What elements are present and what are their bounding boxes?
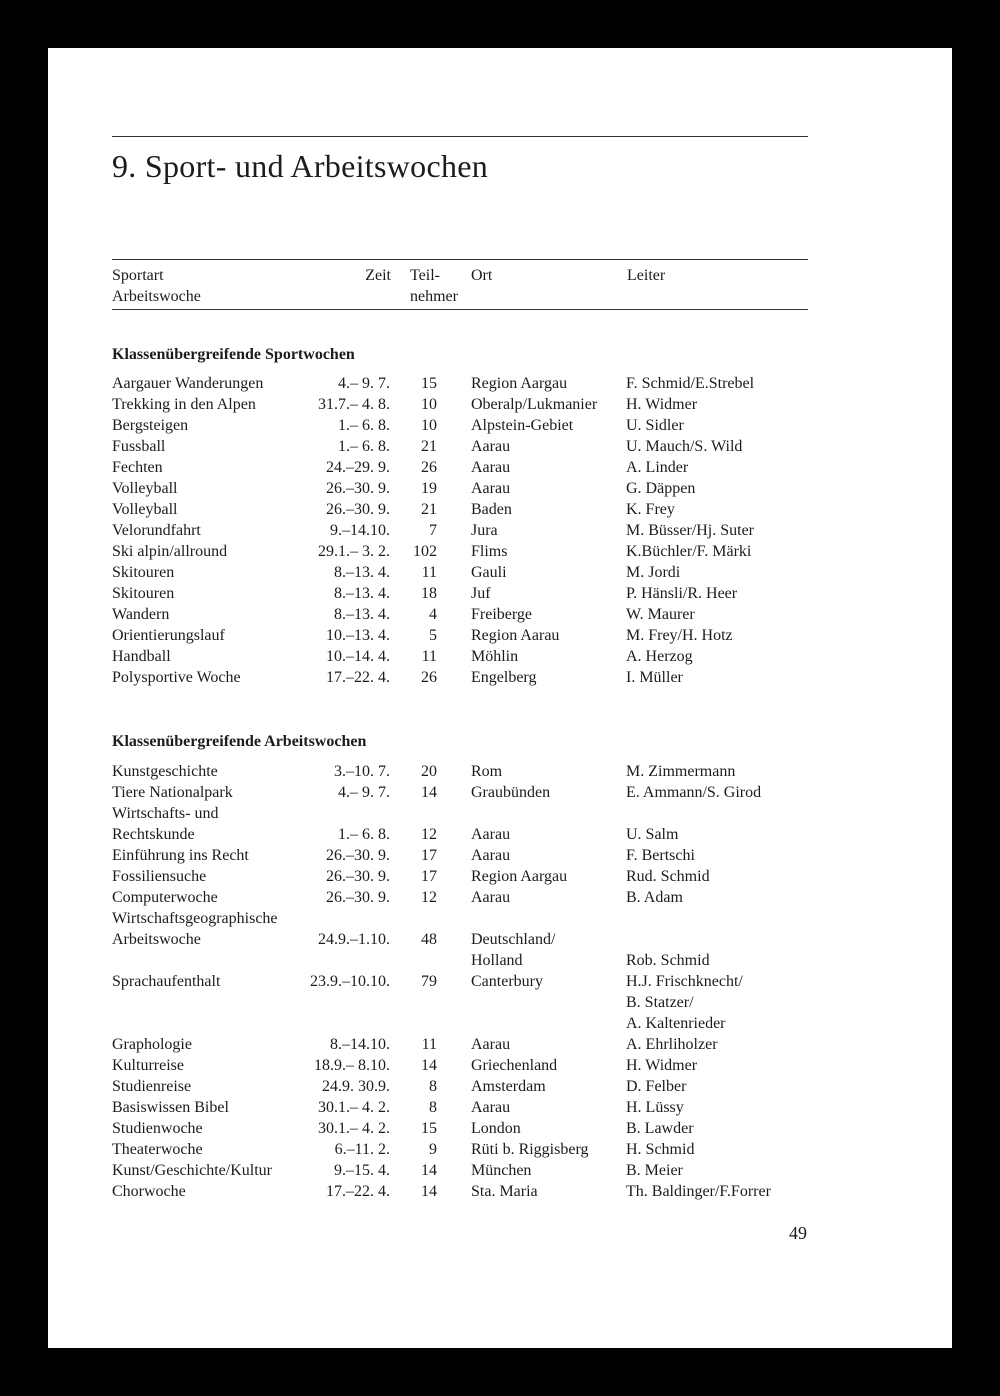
table-row [112,436,812,457]
location: Amsterdam [471,1078,546,1095]
participant-count: 21 [421,501,437,518]
location: Canterbury [471,973,543,990]
leader-name: A. Herzog [626,648,693,665]
time-range: 4.– 9. 7. [338,784,390,801]
leader-name: E. Ammann/S. Girod [626,784,762,801]
activity-name: Basiswissen Bibel [112,1099,229,1116]
table-row [112,562,812,583]
location: Aarau [471,480,511,497]
participant-count: 102 [413,543,437,560]
activity-name: Aargauer Wanderungen [112,375,264,392]
location: Aarau [471,847,511,864]
time-range: 23.9.–10.10. [310,973,390,990]
time-range: 3.–10. 7. [334,763,390,780]
location: Flims [471,543,508,560]
location: Rüti b. Riggisberg [471,1141,589,1158]
time-range: 10.–14. 4. [326,648,390,665]
time-range: 8.–13. 4. [334,606,390,623]
participant-count: 10 [421,417,437,434]
table-row [112,1034,812,1055]
participant-count: 17 [421,847,437,864]
location: Griechenland [471,1057,558,1074]
location: Deutschland/ [471,931,556,948]
activity-name: Bergsteigen [112,417,189,434]
location: Jura [471,522,498,539]
participant-count: 12 [421,826,437,843]
participant-count: 8 [429,1099,437,1116]
participant-count: 7 [429,522,437,539]
activity-name: Ski alpin/allround [112,543,228,560]
leader-name: B. Adam [626,889,683,906]
table-row [112,520,812,541]
location: Aarau [471,1099,511,1116]
table-row [112,1139,812,1160]
leader-name: B. Statzer/ [626,994,694,1011]
location: Region Aarau [471,627,560,644]
participant-count: 26 [421,669,437,686]
leader-name: H. Lüssy [626,1099,684,1116]
leader-name: A. Kaltenrieder [626,1015,726,1032]
activity-name: Kunst/Geschichte/Kultur [112,1162,272,1179]
table-row [112,1076,812,1097]
leader-name: P. Hänsli/R. Heer [626,585,738,602]
table-row [112,394,812,415]
table-row [112,1160,812,1181]
activity-name: Graphologie [112,1036,192,1053]
participant-count: 17 [421,868,437,885]
activity-name: Studienwoche [112,1120,203,1137]
header-top-rule [112,259,808,260]
participant-count: 15 [421,1120,437,1137]
location: London [471,1120,521,1137]
leader-name: Rud. Schmid [626,868,710,885]
leader-name: W. Maurer [626,606,695,623]
location: Rom [471,763,503,780]
time-range: 31.7.– 4. 8. [318,396,390,413]
leader-name: U. Mauch/S. Wild [626,438,743,455]
table-row [112,1118,812,1139]
leader-name: B. Lawder [626,1120,694,1137]
header-teil: Teil- [410,267,440,284]
time-range: 1.– 6. 8. [338,438,390,455]
leader-name: H. Widmer [626,1057,698,1074]
location: Juf [471,585,491,602]
activity-name: Velorundfahrt [112,522,201,539]
sport-section-title: Klassenübergreifende Sportwochen [112,346,355,363]
participant-count: 11 [421,1036,437,1053]
table-row [112,373,812,394]
time-range: 24.9. 30.9. [322,1078,390,1095]
work-section-title: Klassenübergreifende Arbeitswochen [112,733,367,750]
time-range: 30.1.– 4. 2. [318,1120,390,1137]
table-row [112,667,812,688]
leader-name: K. Frey [626,501,675,518]
location: Sta. Maria [471,1183,538,1200]
header-sportart: Sportart [112,267,164,284]
location: Region Aargau [471,868,568,885]
activity-name: Wirtschafts- und [112,805,219,822]
table-row [112,845,812,866]
leader-name: H. Schmid [626,1141,695,1158]
participant-count: 21 [421,438,437,455]
activity-name: Kulturreise [112,1057,184,1074]
table-row [112,1097,812,1118]
activity-name: Polysportive Woche [112,669,241,686]
title-top-rule [112,136,808,137]
header-zeit: Zeit [365,267,391,284]
location: Aarau [471,889,511,906]
table-row [112,929,812,950]
table-row [112,908,812,929]
activity-name: Theaterwoche [112,1141,203,1158]
participant-count: 14 [421,1057,437,1074]
participant-count: 11 [421,648,437,665]
location: Aarau [471,438,511,455]
leader-name: F. Schmid/E.Strebel [626,375,755,392]
time-range: 26.–30. 9. [326,501,390,518]
leader-name: B. Meier [626,1162,683,1179]
location: Aarau [471,1036,511,1053]
page-number: 49 [789,1223,807,1243]
leader-name: H.J. Frischknecht/ [626,973,743,990]
location: Freiberge [471,606,533,623]
activity-name: Trekking in den Alpen [112,396,256,413]
participant-count: 5 [429,627,437,644]
activity-name: Kunstgeschichte [112,763,218,780]
table-row [112,782,812,803]
location: Alpstein-Gebiet [471,417,574,434]
participant-count: 20 [421,763,437,780]
table-row [112,824,812,845]
leader-name: I. Müller [626,669,683,686]
leader-name: H. Widmer [626,396,698,413]
table-row [112,866,812,887]
leader-name: G. Däppen [626,480,696,497]
participant-count: 79 [421,973,437,990]
location: Möhlin [471,648,519,665]
time-range: 24.9.–1.10. [318,931,390,948]
table-row [112,457,812,478]
activity-name: Handball [112,648,171,665]
time-range: 1.– 6. 8. [338,417,390,434]
time-range: 30.1.– 4. 2. [318,1099,390,1116]
activity-name: Arbeitswoche [112,931,201,948]
table-row [112,761,812,782]
participant-count: 14 [421,1162,437,1179]
header-ort: Ort [471,267,493,284]
activity-name: Einführung ins Recht [112,847,249,864]
location: München [471,1162,532,1179]
participant-count: 8 [429,1078,437,1095]
location: Graubünden [471,784,551,801]
leader-name: U. Sidler [626,417,684,434]
leader-name: Rob. Schmid [626,952,710,969]
location: Aarau [471,459,511,476]
time-range: 8.–14.10. [330,1036,390,1053]
time-range: 17.–22. 4. [326,1183,390,1200]
time-range: 1.– 6. 8. [338,826,390,843]
activity-name: Wirtschaftsgeographische [112,910,278,927]
time-range: 8.–13. 4. [334,585,390,602]
leader-name: M. Jordi [626,564,681,581]
table-row [112,604,812,625]
page-title: 9. Sport- und Arbeitswochen [112,148,489,184]
activity-name: Volleyball [112,480,178,497]
activity-name: Skitouren [112,564,175,581]
table-row [112,1181,812,1202]
table-row [112,478,812,499]
location: Aarau [471,826,511,843]
time-range: 9.–14.10. [330,522,390,539]
leader-name: M. Zimmermann [626,763,736,780]
table-row [112,887,812,908]
time-range: 26.–30. 9. [326,889,390,906]
activity-name: Volleyball [112,501,178,518]
work-table [112,761,812,1202]
table-row [112,415,812,436]
time-range: 6.–11. 2. [334,1141,390,1158]
location: Engelberg [471,669,537,686]
participant-count: 26 [421,459,437,476]
activity-name: Wandern [112,606,170,623]
activity-name: Fossiliensuche [112,868,207,885]
participant-count: 9 [429,1141,437,1158]
activity-name: Sprachaufenthalt [112,973,221,990]
participant-count: 4 [429,606,437,623]
table-row [112,583,812,604]
sport-table [112,373,812,688]
participant-count: 14 [421,784,437,801]
time-range: 26.–30. 9. [326,847,390,864]
participant-count: 19 [421,480,437,497]
time-range: 26.–30. 9. [326,480,390,497]
participant-count: 11 [421,564,437,581]
leader-name: A. Ehrliholzer [626,1036,718,1053]
activity-name: Fussball [112,438,166,455]
leader-name: K.Büchler/F. Märki [626,543,752,560]
time-range: 8.–13. 4. [334,564,390,581]
header-arbeitswoche: Arbeitswoche [112,288,201,305]
leader-name: A. Linder [626,459,689,476]
leader-name: Th. Baldinger/F.Forrer [626,1183,771,1200]
table-row [112,971,812,992]
time-range: 17.–22. 4. [326,669,390,686]
table-row [112,992,812,1013]
activity-name: Studienreise [112,1078,192,1095]
activity-name: Orientierungslauf [112,627,225,644]
table-row [112,803,812,824]
time-range: 4.– 9. 7. [338,375,390,392]
table-row [112,625,812,646]
time-range: 10.–13. 4. [326,627,390,644]
location: Holland [471,952,523,969]
participant-count: 10 [421,396,437,413]
participant-count: 12 [421,889,437,906]
activity-name: Tiere Nationalpark [112,784,233,801]
location: Gauli [471,564,507,581]
leader-name: M. Büsser/Hj. Suter [626,522,754,539]
leader-name: U. Salm [626,826,679,843]
table-row [112,541,812,562]
activity-name: Computerwoche [112,889,218,906]
table-row [112,1013,812,1034]
time-range: 29.1.– 3. 2. [318,543,390,560]
leader-name: M. Frey/H. Hotz [626,627,733,644]
table-row [112,950,812,971]
time-range: 26.–30. 9. [326,868,390,885]
location: Region Aargau [471,375,568,392]
time-range: 18.9.– 8.10. [314,1057,390,1074]
location: Baden [471,501,512,518]
time-range: 24.–29. 9. [326,459,390,476]
participant-count: 14 [421,1183,437,1200]
activity-name: Skitouren [112,585,175,602]
location: Oberalp/Lukmanier [471,396,598,413]
header-leiter: Leiter [627,267,666,284]
time-range: 9.–15. 4. [334,1162,390,1179]
leader-name: D. Felber [626,1078,687,1095]
activity-name: Chorwoche [112,1183,186,1200]
participant-count: 15 [421,375,437,392]
table-row [112,646,812,667]
table-row [112,499,812,520]
participant-count: 48 [421,931,437,948]
header-bottom-rule [112,309,808,310]
header-nehmer: nehmer [410,288,458,305]
leader-name: F. Bertschi [626,847,695,864]
activity-name: Rechtskunde [112,826,195,843]
table-row [112,1055,812,1076]
participant-count: 18 [421,585,437,602]
activity-name: Fechten [112,459,163,476]
